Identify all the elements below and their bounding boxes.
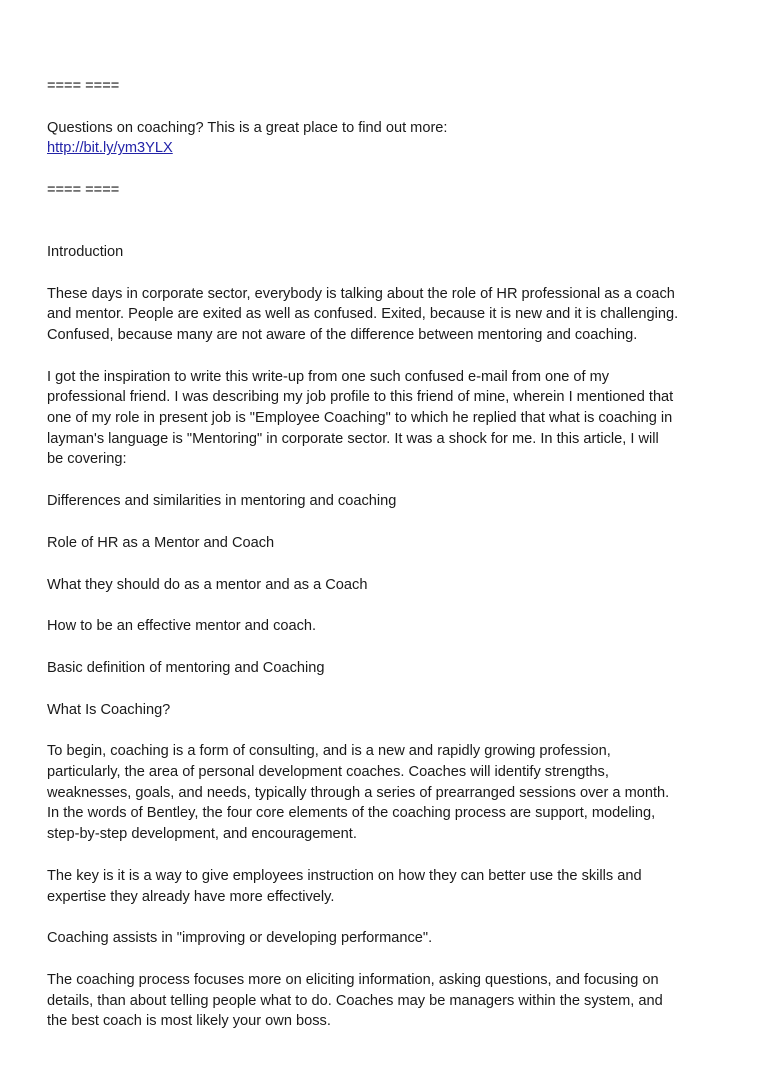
- spacer: [47, 263, 728, 284]
- paragraph-line: layman's language is "Mentoring" in corporate sector. It was a shock for me. In this article, I will: [47, 430, 659, 447]
- paragraph-3: [47, 741, 728, 845]
- spacer: [47, 949, 728, 970]
- topic-item: What they should do as a mentor and as a Coach: [47, 576, 368, 593]
- topic-item: How to be an effective mentor and coach.: [47, 618, 317, 635]
- paragraph-line: I got the inspiration to write this write-up from one such confused e-mail from one of my: [47, 368, 610, 385]
- paragraph-line: one of my role in present job is "Employee Coaching" to which he replied that what is coaching in: [47, 410, 673, 427]
- paragraph-line: be covering:: [47, 451, 127, 468]
- spacer: [47, 637, 728, 658]
- topic-item: Basic definition of mentoring and Coaching: [47, 659, 325, 676]
- paragraph-line: details, than about telling people what to do. Coaches may be managers within the system, and: [47, 992, 663, 1009]
- paragraph-line: professional friend. I was describing my job profile to this friend of mine, wherein I mentioned that: [47, 389, 674, 406]
- spacer: [47, 907, 728, 928]
- heading-introduction: Introduction: [47, 243, 124, 260]
- paragraph-line: The key is it is a way to give employees instruction on how they can better use the skills and: [47, 867, 642, 884]
- paragraph-line: These days in corporate sector, everybody is talking about the role of HR professional as a coach: [47, 285, 675, 302]
- paragraph-line: Confused, because many are not aware of the difference between mentoring and coaching.: [47, 326, 638, 343]
- separator-top: ==== ====: [47, 78, 120, 94]
- spacer: [47, 845, 728, 866]
- topic-item: Differences and similarities in mentoring and coaching: [47, 493, 397, 510]
- spacer: [47, 97, 728, 118]
- paragraph-2: [47, 367, 728, 471]
- paragraph-1: [47, 284, 728, 346]
- paragraph-line: step-by-step development, and encouragement.: [47, 826, 357, 843]
- paragraph-line: weaknesses, goals, and needs, typically through a series of prearranged sessions over a month.: [47, 784, 670, 801]
- paragraph-line: the best coach is most likely your own boss.: [47, 1013, 331, 1030]
- topic-item: Role of HR as a Mentor and Coach: [47, 534, 275, 551]
- paragraph-line: Coaching assists in "improving or developing performance".: [47, 930, 433, 947]
- spacer: [47, 720, 728, 741]
- paragraph-line: The coaching process focuses more on eliciting information, asking questions, and focusing on: [47, 971, 659, 988]
- paragraph-4: [47, 866, 728, 907]
- spacer: [47, 201, 728, 242]
- paragraph-line: expertise they already have more effectively.: [47, 888, 335, 905]
- spacer: [47, 679, 728, 700]
- heading-what-is-coaching: What Is Coaching?: [47, 701, 171, 718]
- promo-link[interactable]: http://bit.ly/ym3YLX: [47, 140, 173, 157]
- spacer: [47, 595, 728, 616]
- paragraph-5: [47, 928, 728, 949]
- paragraph-line: and mentor. People are exited as well as confused. Exited, because it is new and it is challenging.: [47, 306, 679, 323]
- paragraph-6: [47, 970, 728, 1032]
- spacer: [47, 159, 728, 180]
- spacer: [47, 512, 728, 533]
- paragraph-line: particularly, the area of personal development coaches. Coaches will identify strengths,: [47, 764, 609, 781]
- paragraph-line: In the words of Bentley, the four core elements of the coaching process are support, modeling,: [47, 805, 656, 822]
- spacer: [47, 554, 728, 575]
- separator-bottom: ==== ====: [47, 182, 120, 199]
- paragraph-line: To begin, coaching is a form of consulting, and is a new and rapidly growing profession,: [47, 743, 611, 760]
- promo-text: Questions on coaching? This is a great place to find out more:: [47, 119, 448, 136]
- spacer: [47, 470, 728, 491]
- spacer: [47, 346, 728, 367]
